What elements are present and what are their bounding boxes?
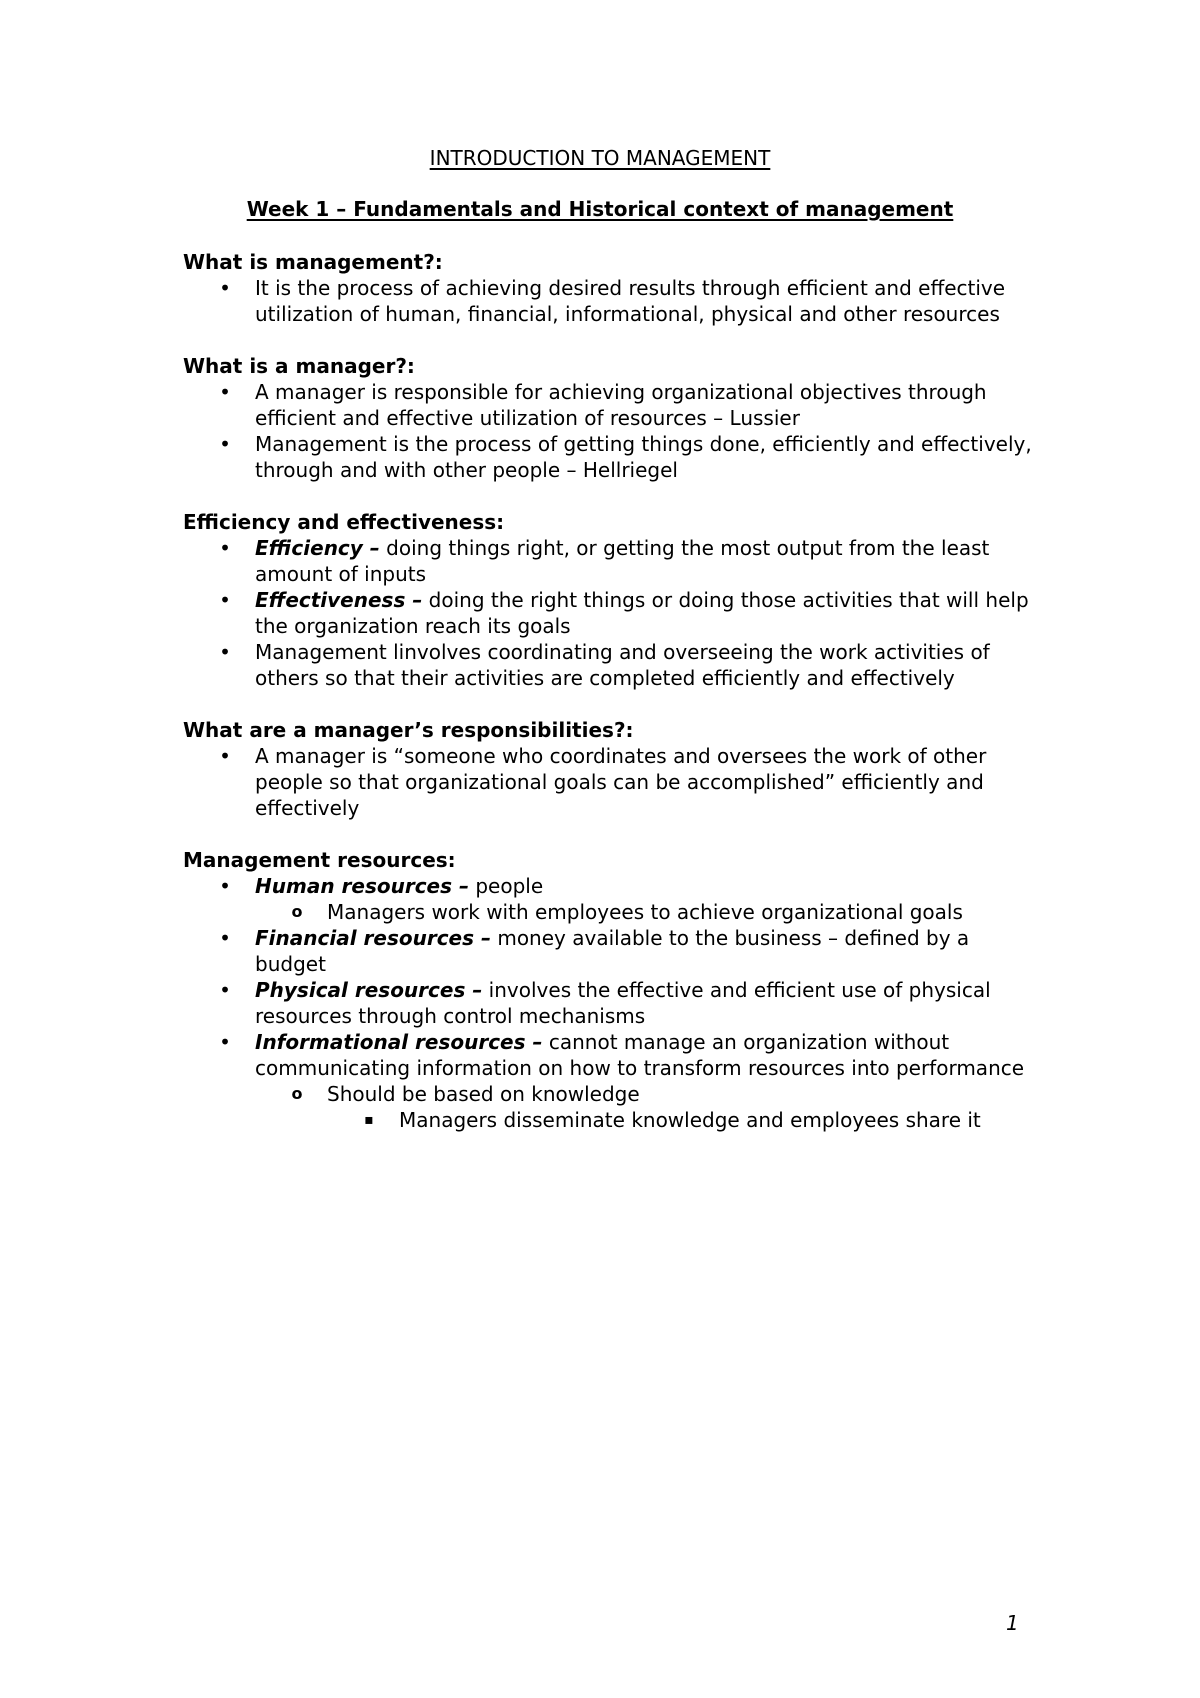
sub-sub-bullet-list	[327, 1107, 1033, 1133]
list-item-text: people	[468, 874, 544, 898]
section-manager-responsibilities	[183, 717, 1033, 821]
bullet-icon: •	[219, 978, 231, 1002]
term-financial-resources: Financial resources –	[255, 926, 491, 950]
section-efficiency-effectiveness	[183, 509, 1033, 691]
bullet-icon: •	[219, 744, 231, 768]
term-human-resources: Human resources –	[255, 874, 469, 898]
sub-list-item-text: Should be based on knowledge	[327, 1082, 640, 1106]
page-number: 1	[1006, 1611, 1019, 1635]
bullet-list	[183, 535, 1033, 691]
section-heading: What is management?:	[183, 250, 443, 274]
list-item-text: A manager is responsible for achieving organizational objectives through efficient and effective utilization of resources – Lussier	[255, 380, 987, 430]
list-item	[183, 535, 1033, 587]
list-item	[183, 743, 1033, 821]
sub-bullet-list	[255, 1081, 1033, 1133]
bullet-list	[183, 379, 1033, 483]
section-what-is-a-manager	[183, 353, 1033, 483]
list-item-text: It is the process of achieving desired results through efficient and effective utilization of human, financial, informational, physical and other resources	[255, 276, 1006, 326]
list-item	[183, 1029, 1033, 1133]
list-item	[183, 431, 1033, 483]
list-item	[183, 977, 1033, 1029]
bullet-icon: •	[219, 926, 231, 950]
bullet-list	[183, 275, 1033, 327]
list-item	[183, 925, 1033, 977]
sub-list-item	[255, 899, 1033, 925]
bullet-icon: •	[219, 432, 231, 456]
bullet-icon: •	[219, 536, 231, 560]
list-item-text: involves the effective and efficient use of physical resources through control mechanisms	[255, 978, 991, 1028]
list-item	[183, 275, 1033, 327]
list-item-text: Management is the process of getting things done, efficiently and effectively, through and with other people – Hellriegel	[255, 432, 1032, 482]
sub-list-item	[255, 1081, 1033, 1133]
section-heading: Efficiency and effectiveness:	[183, 510, 505, 534]
document-title: INTRODUCTION TO MANAGEMENT	[429, 146, 771, 170]
section-heading: What is a manager?:	[183, 354, 415, 378]
term-informational-resources: Informational resources –	[255, 1030, 543, 1054]
square-bullet-icon: ▪	[364, 1112, 374, 1128]
sub-bullet-list	[255, 899, 1033, 925]
circle-bullet-icon: o	[291, 902, 303, 921]
term-efficiency: Efficiency –	[255, 536, 380, 560]
list-item	[183, 587, 1033, 639]
bullet-icon: •	[219, 276, 231, 300]
list-item	[183, 639, 1033, 691]
document-body	[183, 249, 1033, 1159]
list-item-text: doing the right things or doing those activities that will help the organization reach its goals	[255, 588, 1029, 638]
list-item	[183, 873, 1033, 925]
list-item-text: Management linvolves coordinating and overseeing the work activities of others so that their activities are completed efficiently and effectively	[255, 640, 990, 690]
term-physical-resources: Physical resources –	[255, 978, 483, 1002]
section-heading: Management resources:	[183, 848, 456, 872]
sub-list-item-text: Managers work with employees to achieve organizational goals	[327, 900, 963, 924]
list-item-text: A manager is “someone who coordinates and oversees the work of other people so that organizational goals can be accomplished” efficiently and effectively	[255, 744, 987, 820]
week-heading: Week 1 – Fundamentals and Historical context of management	[246, 197, 954, 221]
bullet-icon: •	[219, 588, 231, 612]
section-management-resources	[183, 847, 1033, 1133]
section-heading: What are a manager’s responsibilities?:	[183, 718, 634, 742]
bullet-icon: •	[219, 640, 231, 664]
section-what-is-management	[183, 249, 1033, 327]
bullet-icon: •	[219, 874, 231, 898]
sub-sub-list-item	[327, 1107, 1033, 1133]
list-item	[183, 379, 1033, 431]
sub-sub-list-item-text: Managers disseminate knowledge and employees share it	[399, 1108, 981, 1132]
term-effectiveness: Effectiveness –	[255, 588, 423, 612]
circle-bullet-icon: o	[291, 1084, 303, 1103]
list-item-text: doing things right, or getting the most output from the least amount of inputs	[255, 536, 990, 586]
bullet-list	[183, 743, 1033, 821]
bullet-list	[183, 873, 1033, 1133]
bullet-icon: •	[219, 1030, 231, 1054]
list-item-text: cannot manage an organization without communicating information on how to transform resources into performance	[255, 1030, 1025, 1080]
bullet-icon: •	[219, 380, 231, 404]
list-item-text: money available to the business – defined by a budget	[255, 926, 970, 976]
